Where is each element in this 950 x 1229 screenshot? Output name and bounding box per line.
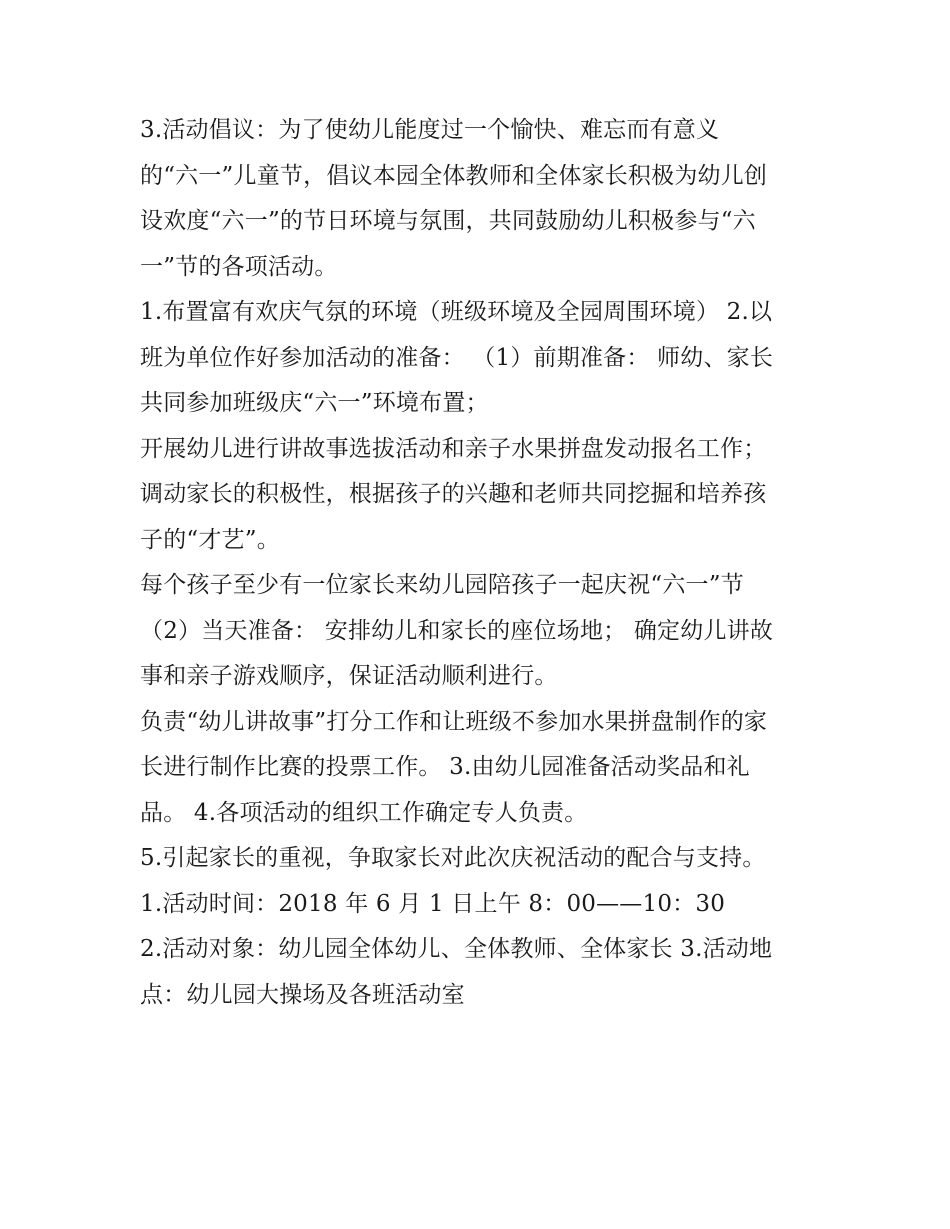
text-line: 2.活动对象：幼儿园全体幼儿、全体教师、全体家长 3.活动地 [140,936,773,962]
text-line: 1.活动时间：2018 年 6 月 1 日上午 8：00——10：30 [140,890,726,917]
text-line: 点：幼儿园大操场及各班活动室 [140,981,465,1008]
text-line: 调动家长的积极性，根据孩子的兴趣和老师共同挖掘和培养孩 [140,481,767,507]
text-line: 的“六一”儿童节，倡议本园全体教师和全体家长积极为幼儿创 [140,162,768,189]
text-line: 负责“幼儿讲故事”打分工作和让班级不参加水果拼盘制作的家 [140,708,768,735]
text-line: （2）当天准备： 安排幼儿和家长的座位场地； 确定幼儿讲故 [140,617,774,644]
text-line: 共同参加班级庆“六一”环境布置； [140,390,489,416]
text-line: 每个孩子至少有一位家长来幼儿园陪孩子一起庆祝“六一”节 [140,572,744,598]
text-line: 设欢度“六一”的节日环境与氛围，共同鼓励幼儿积极参与“六 [140,208,756,234]
document-body [140,108,820,1018]
text-line: 5.引起家长的重视，争取家长对此次庆祝活动的配合与支持。 [140,845,766,871]
text-line: 开展幼儿进行讲故事选拔活动和亲子水果拼盘发动报名工作； [140,435,767,462]
text-line: 班为单位作好参加活动的准备： （1）前期准备： 师幼、家长 [140,344,774,371]
text-line: 3.活动倡议：为了使幼儿能度过一个愉快、难忘而有意义 [140,117,720,143]
text-line: 事和亲子游戏顺序，保证活动顺利进行。 [140,663,558,689]
text-line: 品。 4.各项活动的组织工作确定专人负责。 [140,799,588,826]
text-line: 1.布置富有欢庆气氛的环境（班级环境及全园周围环境） 2.以 [140,299,773,325]
text-line: 子的“才艺”。 [140,526,280,553]
text-line: 一”节的各项活动。 [140,253,338,280]
text-line: 长进行制作比赛的投票工作。 3.由幼儿园准备活动奖品和礼 [140,754,750,780]
